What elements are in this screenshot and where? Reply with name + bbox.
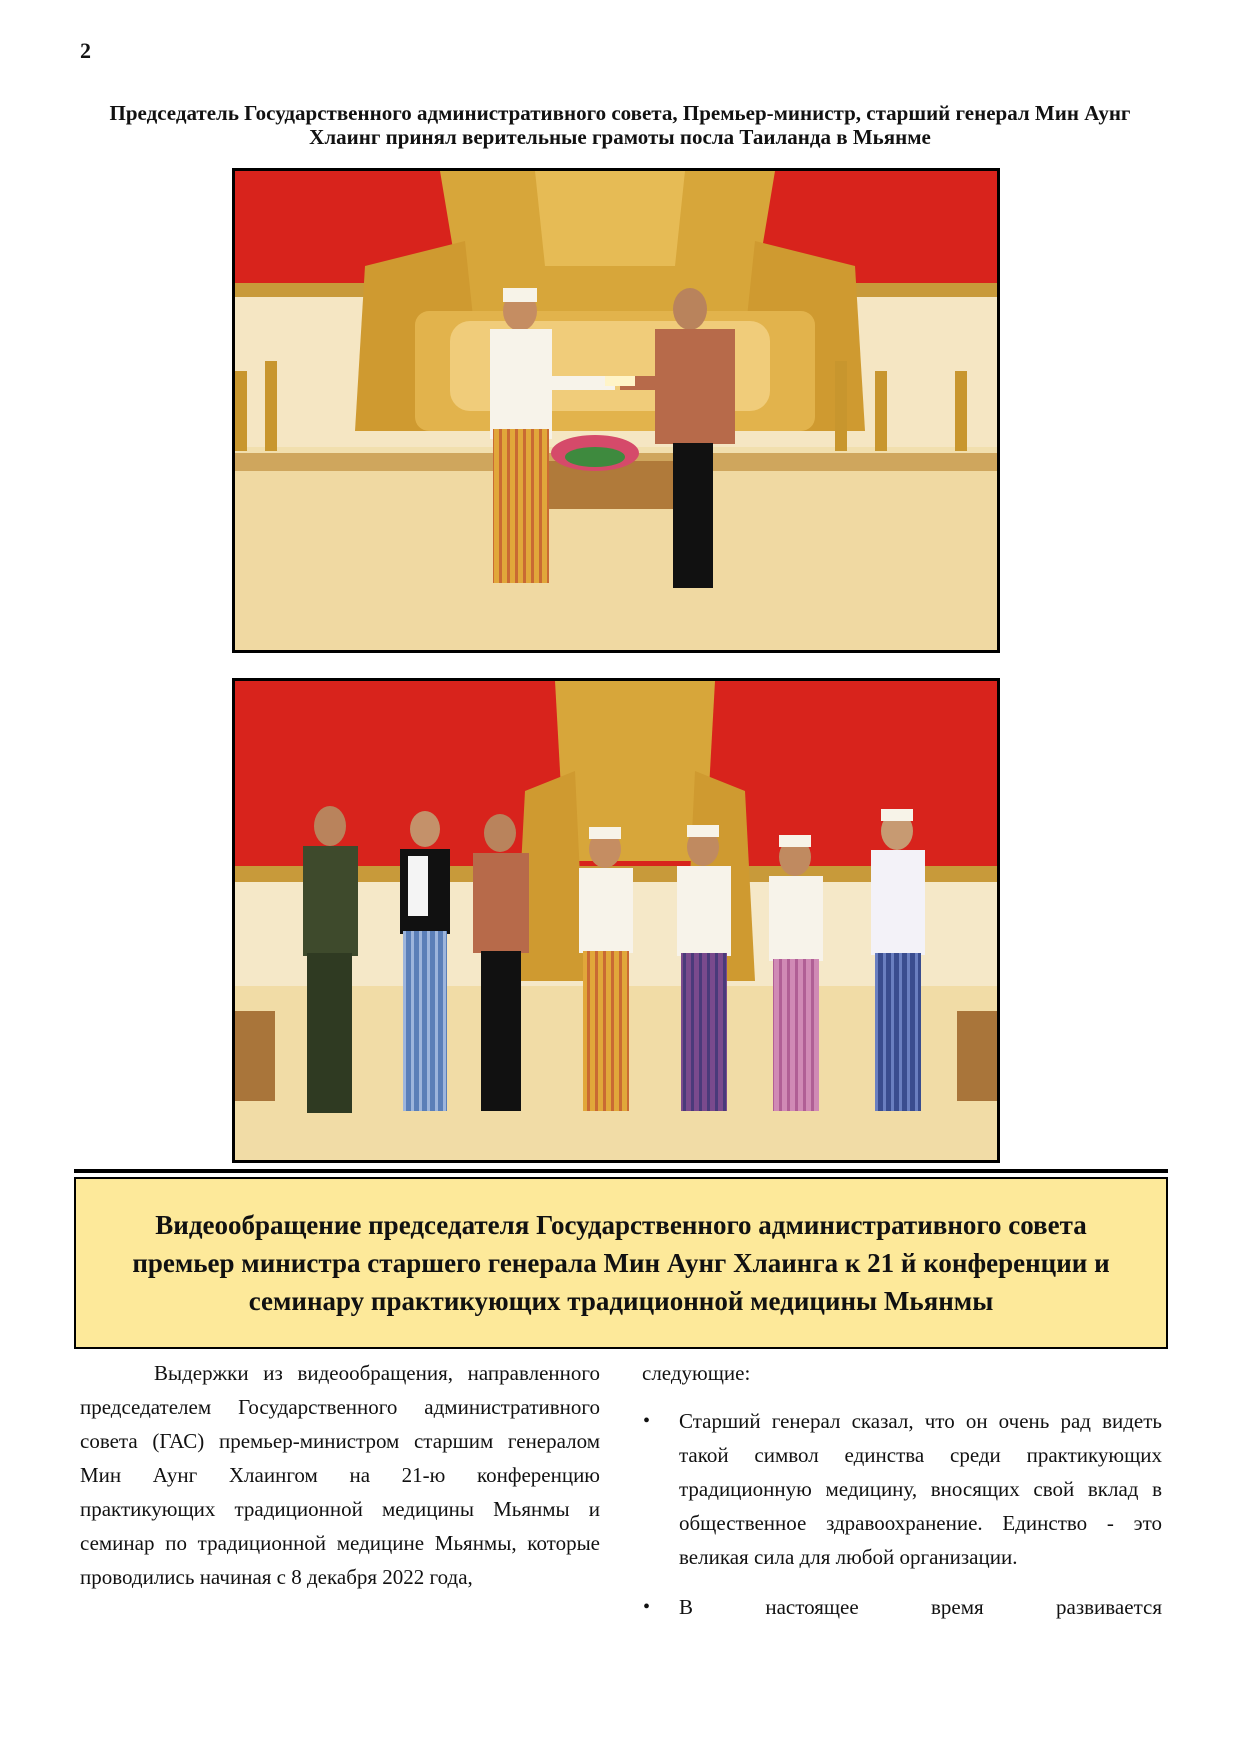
- credentials-photo: [232, 168, 1000, 653]
- article-headline: Видеообращение председателя Государственного административного совета премьер министра старшего генерала Мин Аунг Хлаинга к 21 й конференции и семинару практикующих традиционной медицины Мьянмы: [132, 1210, 1110, 1316]
- list-item-text: Старший генерал сказал, что он очень рад видеть такой символ единства среди практикующих традиционную медицину, вносящих свой вклад в общественное здравоохранение. Единство - это великая сила для любой организации.: [679, 1409, 1162, 1569]
- list-item: [642, 1590, 1162, 1624]
- group-photo: [232, 678, 1000, 1163]
- article-title: Председатель Государственного административного совета, Премьер-министр, старший генерал Мин Аунг Хлаинг принял верительные грамоты посла Таиланда в Мьянме: [109, 101, 1131, 149]
- bullet-icon: •: [643, 1410, 651, 1432]
- list-item-text: В настоящее время развивается: [679, 1595, 1162, 1619]
- page-number: 2: [80, 38, 91, 63]
- article-right-column: [642, 1356, 1162, 1640]
- continuation-text: следующие:: [642, 1361, 751, 1385]
- lead-text: Выдержки из видеообращения, направленного председателем Государственного административного совета (ГАС) премьер-министром старшим генералом Мин Аунг Хлаингом на 21-ю конференцию практикующих традиционной медицины Мьянмы и семинар по традиционной медицине Мьянмы, которые проводились начиная с 8 декабря 2022 года,: [80, 1361, 600, 1589]
- bullet-list: [642, 1404, 1162, 1624]
- bullet-icon: •: [643, 1596, 651, 1618]
- list-item: [642, 1404, 1162, 1574]
- headline-box: [74, 1177, 1168, 1349]
- section-divider: [74, 1169, 1168, 1173]
- article-lead: [80, 1356, 600, 1594]
